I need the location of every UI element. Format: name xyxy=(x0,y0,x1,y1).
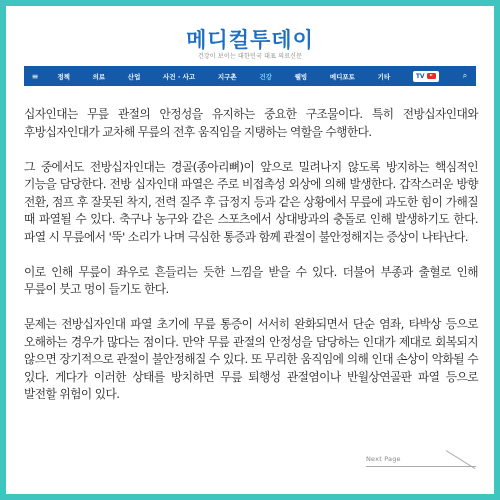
menu-icon[interactable]: ≡ xyxy=(31,71,39,81)
nav-item-medi-photo[interactable]: 메디포토 xyxy=(329,72,355,81)
nav-items xyxy=(46,71,454,82)
youtube-icon xyxy=(427,73,436,79)
tv-button[interactable] xyxy=(413,71,439,82)
next-page-divider xyxy=(366,466,476,467)
site-logo[interactable]: 메디컬투데이 xyxy=(186,28,314,52)
article-paragraph: 이로 인해 무릎이 좌우로 흔들리는 듯한 느낌을 받을 수 있다. 더불어 부종과 출혈로 인해 무릎이 붓고 멍이 들기도 한다. xyxy=(24,264,478,296)
tv-label: TV xyxy=(415,72,425,80)
nav-item-industry[interactable]: 산업 xyxy=(127,72,141,81)
search-icon[interactable]: ⌕ xyxy=(462,71,468,80)
nav-item-medical[interactable]: 의료 xyxy=(92,72,106,81)
nav-item-incidents[interactable]: 사건 · 사고 xyxy=(163,72,196,81)
article-paragraph: 십자인대는 무릎 관절의 안정성을 유지하는 중요한 구조물이다. 특히 전방십자인대와 후방십자인대가 교차해 무릎의 전후 움직임을 지탱하는 역할을 수행한다. xyxy=(24,107,478,139)
nav-item-global[interactable]: 지구촌 xyxy=(217,72,237,81)
site-header xyxy=(6,6,494,61)
nav-item-wellbeing[interactable]: 웰빙 xyxy=(294,72,308,81)
article-body xyxy=(24,106,478,421)
article-paragraph: 그 중에서도 전방십자인대는 경골(종아리뼈)이 앞으로 밀려나지 않도록 방지하는 핵심적인 기능을 담당한다. 전방 십자인대 파열은 주로 비접촉성 외상에 의해 발생한다. 갑작스러운 방향 전환, 점프 후 잘못된 착지, 전력 질주 후 급정지 등과 같은 상황에서 무릎에 과도한 힘이 가해질 때 파열될 수 있다. 축구나 농구와 같은 스포츠에서 상대방과의 충돌로 인해 발생하기도 한다. 파열 시 무릎에서 '뚝' 소리가 나며 극심한 통증과 함께 관절이 불안정해지는 증상이 나타난다. xyxy=(24,159,478,244)
main-nav xyxy=(24,66,476,86)
nav-item-policy[interactable]: 정책 xyxy=(57,72,70,81)
nav-item-health[interactable]: 건강 xyxy=(259,72,272,81)
site-tagline: 건강이 보이는 대한민국 대표 의료신문 xyxy=(197,53,303,60)
next-page-link[interactable]: Next Page xyxy=(366,455,401,463)
nav-item-etc[interactable]: 기타 xyxy=(377,72,391,81)
article-paragraph: 문제는 전방십자인대 파열 초기에 무릎 통증이 서서히 완화되면서 단순 염좌, 타박상 등으로 오해하는 경우가 많다는 점이다. 만약 무릎 관절의 안정성을 담당하는 인대가 제대로 회복되지 않으면 장기적으로 관절이 불안정해질 수 있다. 또 무리한 움직임에 의해 인대 손상이 악화될 수 있다. 게다가 이러한 상태를 방치하면 무릎 퇴행성 관절염이나 반월상연골판 파열 등으로 발전할 위험이 있다. xyxy=(24,317,478,401)
